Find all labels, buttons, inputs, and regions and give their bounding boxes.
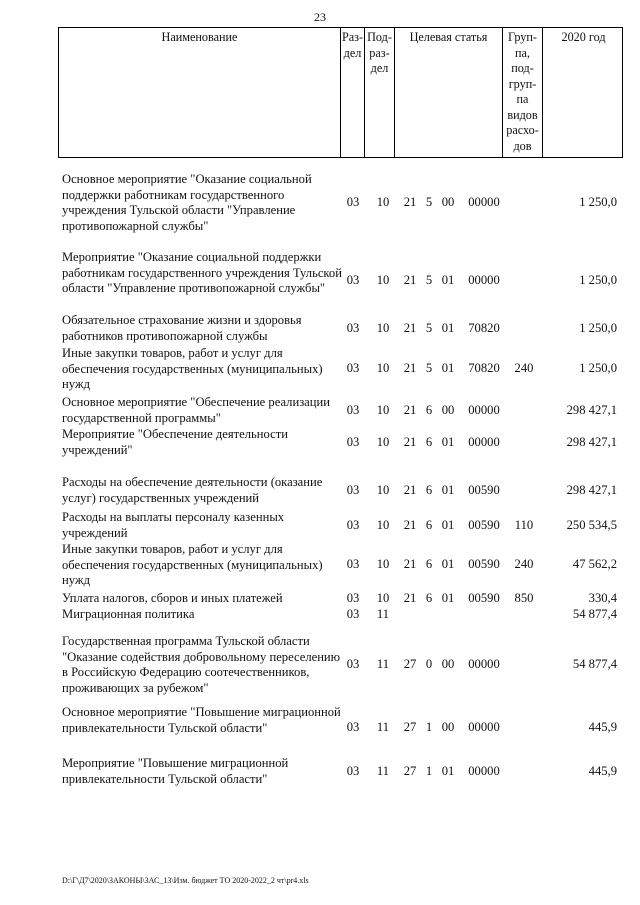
row-cs3: 00 (441, 403, 455, 417)
row-cs2: 6 (425, 483, 433, 497)
header-year-label: 2020 год (561, 30, 606, 44)
row-amount: 47 562,2 (572, 557, 617, 571)
header-razdel (341, 28, 365, 157)
row-cs4: 70820 (468, 321, 500, 335)
table-row (0, 634, 640, 696)
table-row (0, 313, 640, 344)
row-amount: 54 877,4 (572, 607, 617, 621)
row-cs3: 01 (441, 557, 455, 571)
row-podrazdel: 10 (376, 557, 390, 571)
row-cs2: 6 (425, 403, 433, 417)
file-path-footer: D:\Г\Д7\2020\ЗАКОНЫ\ЗАС_13\Изм. бюджет ТО 2020-2022_2 чт\pr4.xls (62, 876, 309, 885)
row-name: Основное мероприятие "Оказание социальной поддержки работникам государственного учреждения Тульской области "Управление противопожарной службы" (62, 172, 312, 233)
row-cs4: 00000 (468, 273, 500, 287)
page-number: 23 (314, 10, 326, 24)
table-row (0, 705, 640, 752)
table-row (0, 427, 640, 458)
header-podrazdel (365, 28, 395, 157)
table-row (0, 395, 640, 426)
row-cs3: 00 (441, 657, 455, 671)
row-name: Миграционная политика (62, 607, 195, 621)
row-group: 110 (514, 518, 534, 532)
row-amount: 1 250,0 (579, 361, 617, 375)
row-razdel: 03 (346, 720, 360, 734)
row-cs2: 5 (425, 361, 433, 375)
table-row (0, 607, 640, 623)
row-name: Государственная программа Тульской области "Оказание содействия добровольному переселению в Российскую Федерацию соотечественников, проживающих за рубежом" (62, 634, 341, 695)
row-group: 850 (514, 591, 534, 605)
row-podrazdel: 10 (376, 518, 390, 532)
row-amount: 1 250,0 (579, 273, 617, 287)
row-cs1: 21 (403, 361, 417, 375)
row-cs4: 00000 (468, 657, 500, 671)
row-cs1: 27 (403, 720, 417, 734)
table-row (0, 475, 640, 506)
row-cs4: 00000 (468, 720, 500, 734)
row-name: Иные закупки товаров, работ и услуг для обеспечения государственных (муниципальных) нужд (62, 542, 323, 587)
row-razdel: 03 (346, 403, 360, 417)
row-cs1: 21 (403, 403, 417, 417)
row-cs3: 01 (441, 321, 455, 335)
row-name: Мероприятие "Обеспечение деятельности учреждений" (62, 427, 288, 457)
row-razdel: 03 (346, 195, 360, 209)
row-podrazdel: 11 (376, 720, 390, 734)
row-cs3: 01 (441, 518, 455, 532)
row-cs1: 21 (403, 483, 417, 497)
row-name: Расходы на обеспечение деятельности (оказание услуг) государственных учреждений (62, 475, 323, 505)
row-cs1: 21 (403, 195, 417, 209)
row-cs4: 00590 (468, 557, 500, 571)
row-cs2: 6 (425, 518, 433, 532)
row-cs3: 01 (441, 764, 455, 778)
row-razdel: 03 (346, 361, 360, 375)
row-cs4: 00000 (468, 195, 500, 209)
row-cs4: 70820 (468, 361, 500, 375)
row-cs2: 5 (425, 195, 433, 209)
table-row (0, 346, 640, 393)
table-row (0, 172, 640, 234)
header-group-label: Груп- па, под- груп- па видов расхо- дов (506, 30, 539, 153)
header-razdel-label: Раз- дел (341, 30, 364, 60)
row-amount: 298 427,1 (566, 403, 617, 417)
row-cs3: 01 (441, 591, 455, 605)
row-cs4: 00590 (468, 483, 500, 497)
row-razdel: 03 (346, 764, 360, 778)
row-razdel: 03 (346, 607, 360, 621)
header-name (59, 28, 341, 157)
row-cs4: 00590 (468, 518, 500, 532)
table-row (0, 542, 640, 589)
header-year (543, 28, 624, 157)
row-cs1: 21 (403, 557, 417, 571)
row-cs3: 00 (441, 720, 455, 734)
row-amount: 54 877,4 (572, 657, 617, 671)
row-cs3: 01 (441, 483, 455, 497)
row-cs4: 00000 (468, 764, 500, 778)
row-cs2: 1 (425, 764, 433, 778)
row-cs1: 21 (403, 273, 417, 287)
row-cs3: 01 (441, 361, 455, 375)
header-group (503, 28, 543, 157)
row-podrazdel: 10 (376, 483, 390, 497)
table-row (0, 250, 640, 312)
header-target-label: Целевая статья (409, 30, 488, 44)
row-cs1: 21 (403, 591, 417, 605)
row-group: 240 (514, 557, 534, 571)
row-podrazdel: 10 (376, 321, 390, 335)
row-razdel: 03 (346, 483, 360, 497)
row-cs3: 00 (441, 195, 455, 209)
row-cs1: 27 (403, 657, 417, 671)
header-target (395, 28, 503, 157)
table-header (58, 27, 623, 158)
row-cs1: 21 (403, 518, 417, 532)
row-razdel: 03 (346, 435, 360, 449)
row-cs4: 00590 (468, 591, 500, 605)
header-podrazdel-label: Под- раз- дел (367, 30, 392, 75)
row-group: 240 (514, 361, 534, 375)
row-podrazdel: 11 (376, 657, 390, 671)
row-amount: 250 534,5 (566, 518, 617, 532)
row-podrazdel: 11 (376, 607, 390, 621)
row-name: Расходы на выплаты персоналу казенных учреждений (62, 510, 285, 540)
row-cs1: 27 (403, 764, 417, 778)
row-name: Мероприятие "Повышение миграционной привлекательности Тульской области" (62, 756, 289, 786)
row-podrazdel: 10 (376, 435, 390, 449)
row-amount: 298 427,1 (566, 435, 617, 449)
row-podrazdel: 10 (376, 195, 390, 209)
row-cs2: 5 (425, 273, 433, 287)
row-cs4: 00000 (468, 403, 500, 417)
row-amount: 1 250,0 (579, 195, 617, 209)
row-name: Основное мероприятие "Повышение миграционной привлекательности Тульской области" (62, 705, 341, 735)
row-name: Основное мероприятие "Обеспечение реализации государственной программы" (62, 395, 330, 425)
row-cs2: 1 (425, 720, 433, 734)
row-cs1: 21 (403, 435, 417, 449)
row-razdel: 03 (346, 321, 360, 335)
row-podrazdel: 10 (376, 403, 390, 417)
row-podrazdel: 10 (376, 591, 390, 605)
row-cs4: 00000 (468, 435, 500, 449)
row-razdel: 03 (346, 557, 360, 571)
row-razdel: 03 (346, 518, 360, 532)
row-cs2: 5 (425, 321, 433, 335)
row-cs2: 6 (425, 591, 433, 605)
table-row (0, 510, 640, 541)
row-amount: 1 250,0 (579, 321, 617, 335)
row-cs2: 0 (425, 657, 433, 671)
row-name: Мероприятие "Оказание социальной поддержки работникам государственного учреждения Тульской области "Управление противопожарной службы" (62, 250, 342, 295)
row-cs3: 01 (441, 435, 455, 449)
row-cs2: 6 (425, 557, 433, 571)
row-podrazdel: 11 (376, 764, 390, 778)
row-podrazdel: 10 (376, 361, 390, 375)
row-razdel: 03 (346, 273, 360, 287)
row-cs2: 6 (425, 435, 433, 449)
table-row (0, 591, 640, 607)
row-podrazdel: 10 (376, 273, 390, 287)
row-name: Уплата налогов, сборов и иных платежей (62, 591, 283, 605)
row-cs3: 01 (441, 273, 455, 287)
row-name: Обязательное страхование жизни и здоровья работников противопожарной службы (62, 313, 302, 343)
row-razdel: 03 (346, 657, 360, 671)
row-amount: 298 427,1 (566, 483, 617, 497)
row-name: Иные закупки товаров, работ и услуг для обеспечения государственных (муниципальных) нужд (62, 346, 323, 391)
header-name-label: Наименование (161, 30, 238, 44)
row-amount: 330,4 (588, 591, 617, 605)
table-row (0, 756, 640, 787)
row-amount: 445,9 (588, 764, 617, 778)
row-cs1: 21 (403, 321, 417, 335)
row-razdel: 03 (346, 591, 360, 605)
row-amount: 445,9 (588, 720, 617, 734)
